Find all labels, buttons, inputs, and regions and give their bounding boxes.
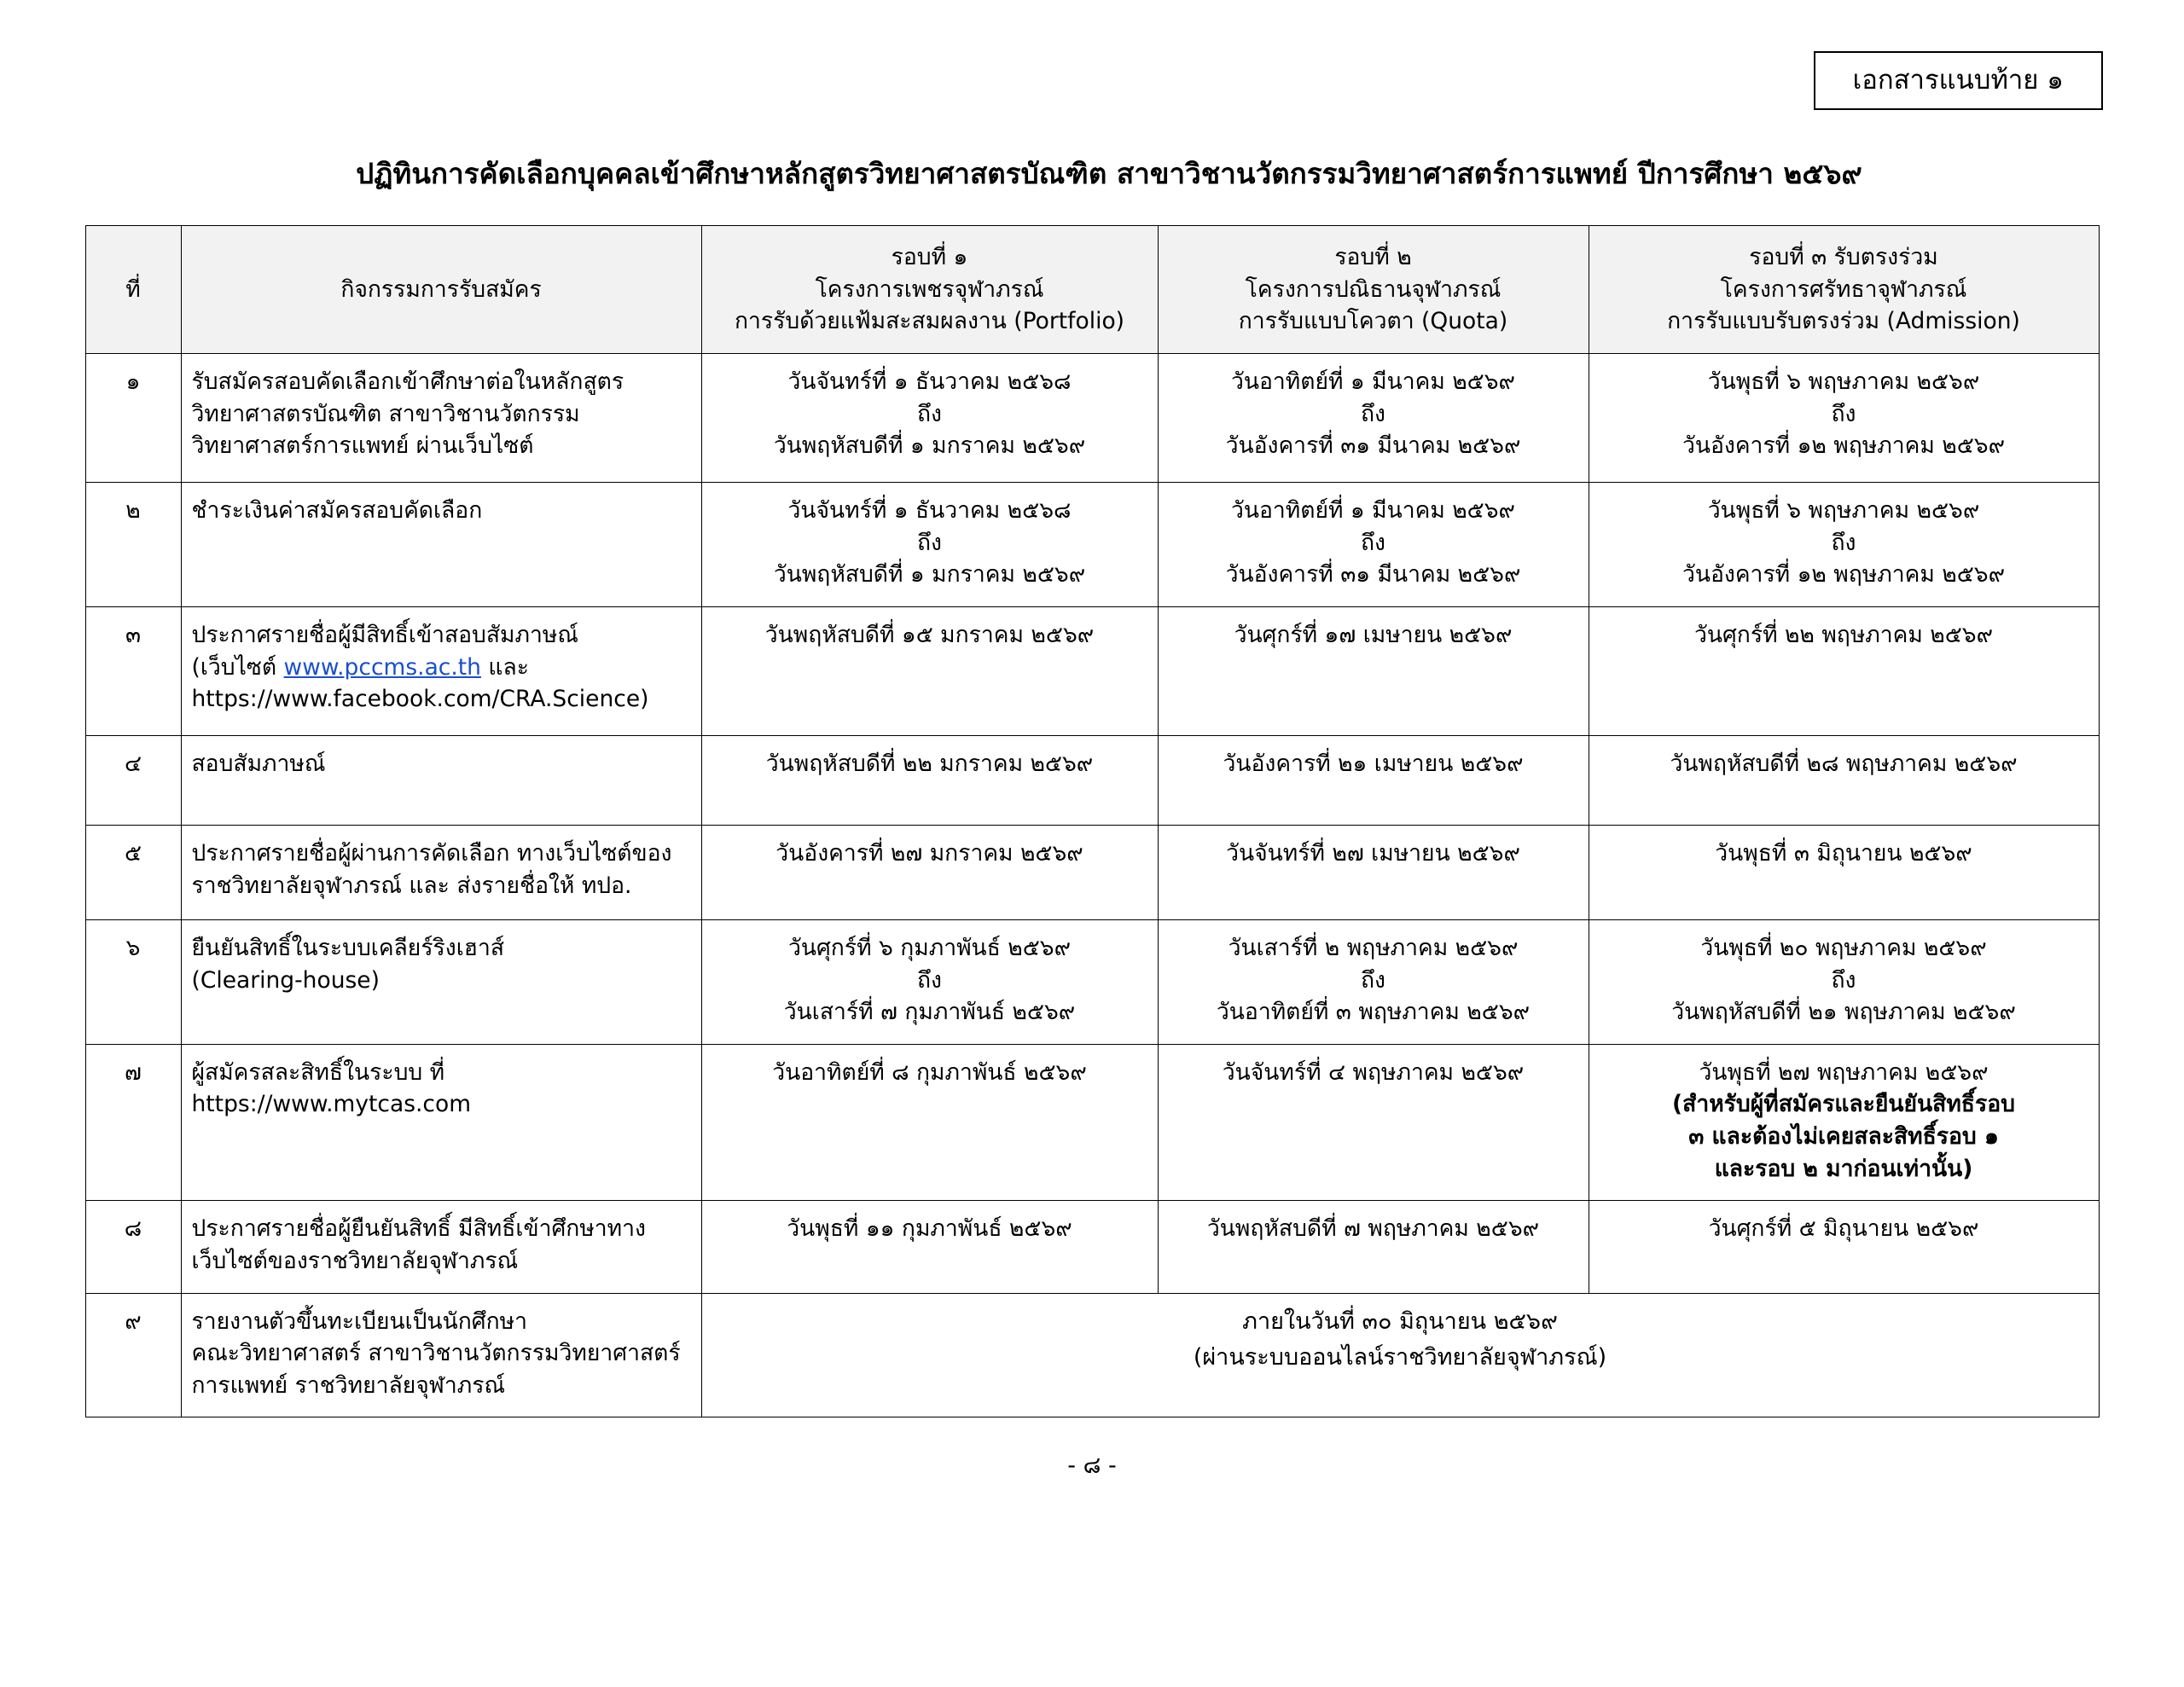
row-round1-date: วันศุกร์ที่ ๖ กุมภาพันธ์ ๒๕๖๙ ถึง วันเสาร์ที่ ๗ กุมภาพันธ์ ๒๕๖๙ [701, 919, 1158, 1044]
table-row [85, 735, 2099, 825]
table-row [85, 483, 2099, 607]
column-header-round2: รอบที่ ๒ โครงการปณิธานจุฬาภรณ์ การรับแบบโควตา (Quota) [1158, 226, 1589, 354]
row-round3-date: วันพุธที่ ๒๐ พฤษภาคม ๒๕๖๙ ถึง วันพฤหัสบดีที่ ๒๑ พฤษภาคม ๒๕๖๙ [1589, 919, 2099, 1044]
table-body [85, 354, 2099, 1417]
row-number: ๖ [85, 919, 181, 1044]
row-number: ๕ [85, 825, 181, 919]
table-row [85, 825, 2099, 919]
row-round1-date: วันพุธที่ ๑๑ กุมภาพันธ์ ๒๕๖๙ [701, 1201, 1158, 1293]
activity-link-line: (เว็บไซต์ www.pccms.ac.th และ [191, 653, 529, 681]
table-row [85, 1293, 2099, 1417]
round3-note-line: และรอบ ๒ มาก่อนเท่านั้น) [1714, 1155, 1973, 1182]
row-activity: ชำระเงินค่าสมัครสอบคัดเลือก [181, 483, 701, 607]
page-title: ปฏิทินการคัดเลือกบุคคลเข้าศึกษาหลักสูตรวิทยาศาสตรบัณฑิต สาขาวิชานวัตกรรมวิทยาศาสตร์การแพทย์ ปีการศึกษา ๒๕๖๙ [356, 157, 1862, 191]
row-number: ๗ [85, 1044, 181, 1201]
row-round3-date: วันพุธที่ ๒๗ พฤษภาคม ๒๕๖๙ (สำหรับผู้ที่สมัครและยืนยันสิทธิ์รอบ ๓ และต้องไม่เคยสละสิทธิ์รอบ ๑ และรอบ ๒ มาก่อนเท่านั้น) [1589, 1044, 2099, 1201]
row-activity: ยืนยันสิทธิ์ในระบบเคลียร์ริงเฮาส์ (Clearing-house) [181, 919, 701, 1044]
table-row [85, 1201, 2099, 1293]
row-number: ๑ [85, 354, 181, 483]
round3-note-line: ๓ และต้องไม่เคยสละสิทธิ์รอบ ๑ [1688, 1123, 1999, 1151]
row-number: ๓ [85, 606, 181, 735]
row-round3-date: วันพุธที่ ๖ พฤษภาคม ๒๕๖๙ ถึง วันอังคารที่ ๑๒ พฤษภาคม ๒๕๖๙ [1589, 483, 2099, 607]
row-round2-date: วันพฤหัสบดีที่ ๗ พฤษภาคม ๒๕๖๙ [1158, 1201, 1589, 1293]
row-round1-date: วันพฤหัสบดีที่ ๒๒ มกราคม ๒๕๖๙ [701, 735, 1158, 825]
row-round1-date: วันจันทร์ที่ ๑ ธันวาคม ๒๕๖๘ ถึง วันพฤหัสบดีที่ ๑ มกราคม ๒๕๖๙ [701, 483, 1158, 607]
table-header [85, 226, 2099, 354]
row-activity: ผู้สมัครสละสิทธิ์ในระบบ ที่ https://www.mytcas.com [181, 1044, 701, 1201]
row-number: ๙ [85, 1293, 181, 1417]
facebook-url: https://www.facebook.com/CRA.Science) [191, 686, 649, 713]
row-round1-date: วันจันทร์ที่ ๑ ธันวาคม ๒๕๖๘ ถึง วันพฤหัสบดีที่ ๑ มกราคม ๒๕๖๙ [701, 354, 1158, 483]
row-round3-date: วันพุธที่ ๖ พฤษภาคม ๒๕๖๙ ถึง วันอังคารที่ ๑๒ พฤษภาคม ๒๕๖๙ [1589, 354, 2099, 483]
column-header-round1: รอบที่ ๑ โครงการเพชรจุฬาภรณ์ การรับด้วยแฟ้มสะสมผลงาน (Portfolio) [701, 226, 1158, 354]
row-round3-date: วันพฤหัสบดีที่ ๒๘ พฤษภาคม ๒๕๖๙ [1589, 735, 2099, 825]
row-activity: รับสมัครสอบคัดเลือกเข้าศึกษาต่อในหลักสูตร วิทยาศาสตรบัณฑิต สาขาวิชานวัตกรรม วิทยาศาสตร์การแพทย์ ผ่านเว็บไซต์ [181, 354, 701, 483]
row-round2-date: วันจันทร์ที่ ๔ พฤษภาคม ๒๕๖๙ [1158, 1044, 1589, 1201]
table-row [85, 354, 2099, 483]
table-header-row [85, 226, 2099, 354]
row-round2-date: วันศุกร์ที่ ๑๗ เมษายน ๒๕๖๙ [1158, 606, 1589, 735]
row-merged-date: ภายในวันที่ ๓๐ มิถุนายน ๒๕๖๙ (ผ่านระบบออนไลน์ราชวิทยาลัยจุฬาภรณ์) [701, 1293, 2099, 1417]
row-round1-date: วันพฤหัสบดีที่ ๑๕ มกราคม ๒๕๖๙ [701, 606, 1158, 735]
column-header-activity: กิจกรรมการรับสมัคร [181, 226, 701, 354]
column-header-round3: รอบที่ ๓ รับตรงร่วม โครงการศรัทธาจุฬาภรณ์ การรับแบบรับตรงร่วม (Admission) [1589, 226, 2099, 354]
row-round1-date: วันอาทิตย์ที่ ๘ กุมภาพันธ์ ๒๕๖๙ [701, 1044, 1158, 1201]
row-activity: ประกาศรายชื่อผู้ยืนยันสิทธิ์ มีสิทธิ์เข้าศึกษาทาง เว็บไซต์ของราชวิทยาลัยจุฬาภรณ์ [181, 1201, 701, 1293]
row-round3-date: วันพุธที่ ๓ มิถุนายน ๒๕๖๙ [1589, 825, 2099, 919]
row-round3-date: วันศุกร์ที่ ๕ มิถุนายน ๒๕๖๙ [1589, 1201, 2099, 1293]
row-round2-date: วันอาทิตย์ที่ ๑ มีนาคม ๒๕๖๙ ถึง วันอังคารที่ ๓๑ มีนาคม ๒๕๖๙ [1158, 354, 1589, 483]
mytcas-url[interactable]: https://www.mytcas.com [191, 1091, 472, 1118]
table-row [85, 606, 2099, 735]
row-round2-date: วันอาทิตย์ที่ ๑ มีนาคม ๒๕๖๙ ถึง วันอังคารที่ ๓๑ มีนาคม ๒๕๖๙ [1158, 483, 1589, 607]
row-round3-date: วันศุกร์ที่ ๒๒ พฤษภาคม ๒๕๖๙ [1589, 606, 2099, 735]
row-round2-date: วันจันทร์ที่ ๒๗ เมษายน ๒๕๖๙ [1158, 825, 1589, 919]
page-number: - ๘ - [1067, 1452, 1117, 1480]
row-round2-date: วันเสาร์ที่ ๒ พฤษภาคม ๒๕๖๙ ถึง วันอาทิตย์ที่ ๓ พฤษภาคม ๒๕๖๙ [1158, 919, 1589, 1044]
row-activity: สอบสัมภาษณ์ [181, 735, 701, 825]
row-activity: ประกาศรายชื่อผู้ผ่านการคัดเลือก ทางเว็บไซต์ของ ราชวิทยาลัยจุฬาภรณ์ และ ส่งรายชื่อให้ ทปอ. [181, 825, 701, 919]
row-activity: รายงานตัวขึ้นทะเบียนเป็นนักศึกษา คณะวิทยาศาสตร์ สาขาวิชานวัตกรรมวิทยาศาสตร์ การแพทย์ ราชวิทยาลัยจุฬาภรณ์ [181, 1293, 701, 1417]
row-number: ๒ [85, 483, 181, 607]
attachment-badge: เอกสารแนบท้าย ๑ [1814, 51, 2103, 110]
table-row [85, 919, 2099, 1044]
round3-note-line: (สำหรับผู้ที่สมัครและยืนยันสิทธิ์รอบ [1672, 1091, 2015, 1118]
row-number: ๘ [85, 1201, 181, 1293]
table-row [85, 1044, 2099, 1201]
row-number: ๔ [85, 735, 181, 825]
admission-calendar-table [85, 225, 2100, 1417]
pccms-website-link[interactable]: www.pccms.ac.th [283, 653, 481, 681]
row-round2-date: วันอังคารที่ ๒๑ เมษายน ๒๕๖๙ [1158, 735, 1589, 825]
row-round1-date: วันอังคารที่ ๒๗ มกราคม ๒๕๖๙ [701, 825, 1158, 919]
column-header-no: ที่ [85, 226, 181, 354]
row-activity: ประกาศรายชื่อผู้มีสิทธิ์เข้าสอบสัมภาษณ์ (เว็บไซต์ www.pccms.ac.th และ https://www.facebook.com/CRA.Science) [181, 606, 701, 735]
attachment-badge-row [81, 51, 2103, 110]
